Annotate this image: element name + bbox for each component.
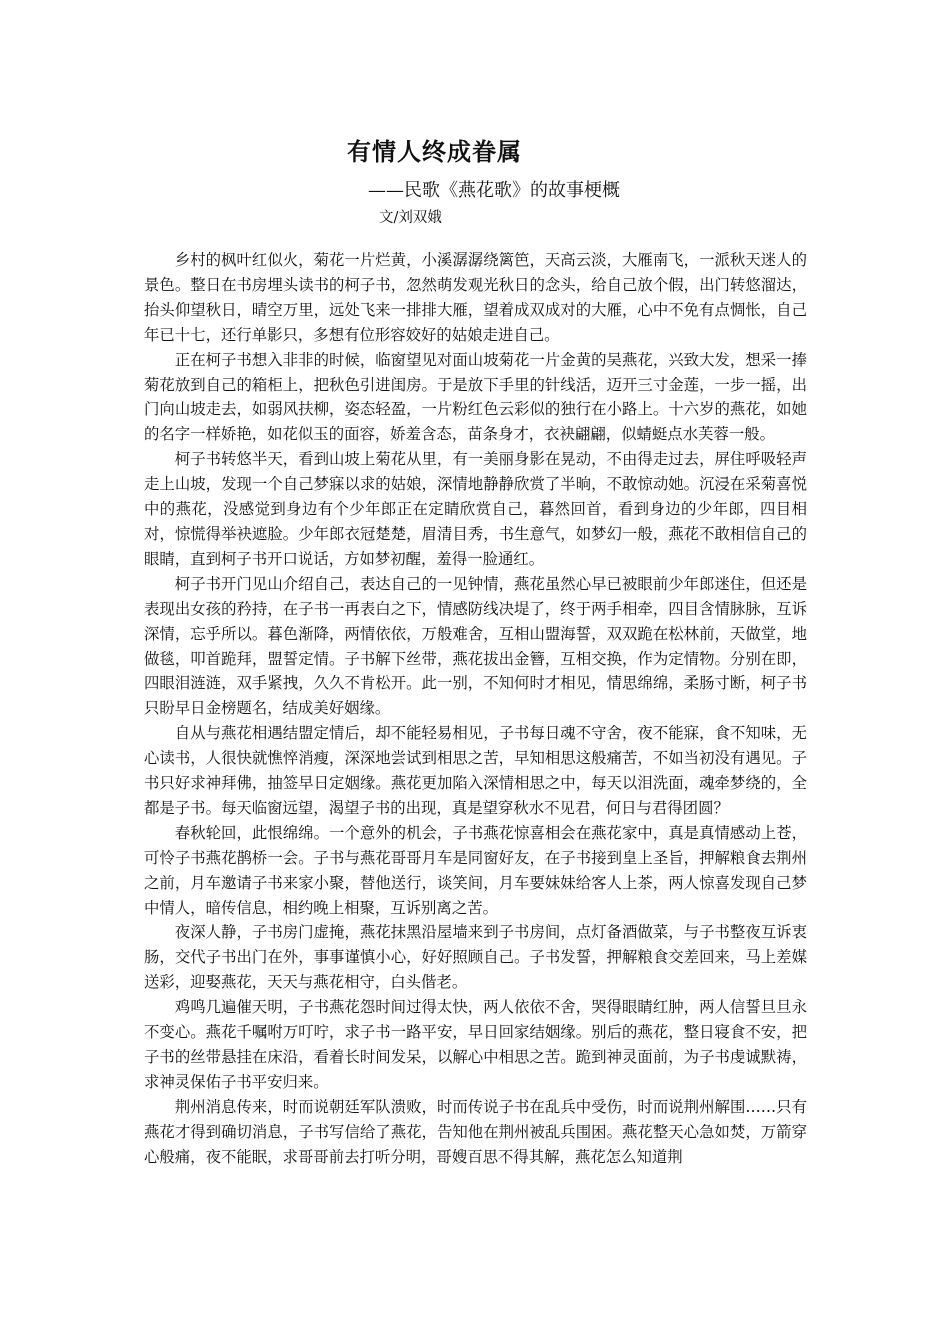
document-body [144,248,807,1170]
paragraph: 乡村的枫叶红似火，菊花一片烂黄，小溪潺潺绕篱笆，天高云淡，大雁南飞，一派秋天迷人的景色。整日在书房埋头读书的柯子书，忽然萌发观光秋日的念头，给自己放个假，出门转悠溜达，抬头仰望秋日，晴空万里，远处飞来一排排大雁，望着成双成对的大雁，心中不免有点惆怅，自己年已十七，还行单影只，多想有位形容姣好的姑娘走进自己。 [144,251,807,344]
paragraph: 夜深人静，子书房门虚掩，燕花抹黑沿屋墙来到子书房间，点灯备酒做菜，与子书整夜互诉衷肠，交代子书出门在外，事事谨慎小心，好好照顾自己。子书发誓，押解粮食交差回来，马上差媒送彩，迎娶燕花，天天与燕花相守，白头偕老。 [144,923,807,992]
paragraph: 鸡鸣几遍催天明，子书燕花怨时间过得太快，两人依依不舍，哭得眼睛红肿，两人信誓旦旦永不变心。燕花千嘱咐万叮咛，求子书一路平安，早日回家结姻缘。别后的燕花，整日寝食不安，把子书的丝带悬挂在床沿，看着长时间发呆，以解心中相思之苦。跪到神灵面前，为子书虔诚默祷，求神灵保佑子书平安归来。 [144,998,807,1091]
paragraph: 正在柯子书想入非非的时候，临窗望见对面山坡菊花一片金黄的吴燕花，兴致大发，想采一捧菊花放到自己的箱柜上，把秋色引进闺房。于是放下手里的针线活，迈开三寸金莲，一步一摇，出门向山坡走去，如弱风扶柳，姿态轻盈，一片粉红色云彩似的独行在小路上。十六岁的燕花，如她的名字一样娇艳，如花似玉的面容，娇羞含态，苗条身才，衣袂翩翩，似蜻蜓点水芙蓉一般。 [144,350,807,444]
paragraph: 柯子书转悠半天，看到山坡上菊花从里，有一美丽身影在晃动，不由得走过去，屏住呼吸轻声走上山坡，发现一个自己梦寐以求的姑娘，深情地静静欣赏了半晌，不敢惊动她。沉浸在采菊喜悦中的燕花，没感觉到身边有个少年郎正在定睛欣赏自己，暮然回首，看到身边的少年郎，四目相对，惊慌得举袂遮脸。少年郎衣冠楚楚，眉清目秀，书生意气，如梦幻一般，燕花不敢相信自己的眼睛，直到柯子书开口说话，方如梦初醒，羞得一脸通红。 [144,450,807,568]
document-subtitle: ——民歌《燕花歌》的故事梗概 [368,180,620,201]
paragraph: 荆州消息传来，时而说朝廷军队溃败，时而传说子书在乱兵中受伤，时而说荆州解围……只有燕花才得到确切消息，子书写信给了燕花，告知他在荆州被乱兵围困。燕花整天心急如焚，万箭穿心般痛，夜不能眠，求哥哥前去打听分明，哥嫂百思不得其解，燕花怎么知道荆 [144,1097,807,1166]
document-title: 有情人终成眷属 [347,138,522,166]
paragraph: 柯子书开门见山介绍自己，表达自己的一见钟情，燕花虽然心早已被眼前少年郎迷住，但还是表现出女孩的矜持，在子书一再表白之下，情感防线决堤了，终于两手相牵，四目含情脉脉，互诉深情，忘乎所以。暮色渐降，两情依依，万般难舍，互相山盟海誓，双双跪在松林前，天做堂，地做毯，叩首跪拜，盟誓定情。子书解下丝带，燕花拔出金簪，互相交换，作为定情物。分别在即，四眼泪涟涟，双手紧拽，久久不肯松开。此一别，不知何时才相见，情思绵绵，柔肠寸断，柯子书只盼早日金榜题名，结成美好姻缘。 [144,574,807,718]
paragraph: 春秋轮回，此恨绵绵。一个意外的机会，子书燕花惊喜相会在燕花家中，真是真情感动上苍，可怜子书燕花鹊桥一会。子书与燕花哥哥月车是同窗好友，在子书接到皇上圣旨，押解粮食去荆州之前，月车邀请子书来家小聚，替他送行，谈笑间，月车要妹妹给客人上茶，两人惊喜发现自己梦中情人，暗传信息，相约晚上相聚，互诉别离之苦。 [144,823,807,917]
document-author: 文/刘双娥 [379,210,442,226]
paragraph: 自从与燕花相遇结盟定情后，却不能轻易相见，子书每日魂不守舍，夜不能寐，食不知味，无心读书，人很快就憔悴消瘦，深深地尝试到相思之苦，早知相思这般痛苦，不如当初没有遇见。子书只好求神拜佛，抽签早日定姻缘。燕花更加陷入深情相思之中，每天以泪洗面，魂牵梦绕的，全都是子书。每天临窗远望，渴望子书的出现，真是望穿秋水不见君，何日与君得团圆？ [144,724,807,817]
